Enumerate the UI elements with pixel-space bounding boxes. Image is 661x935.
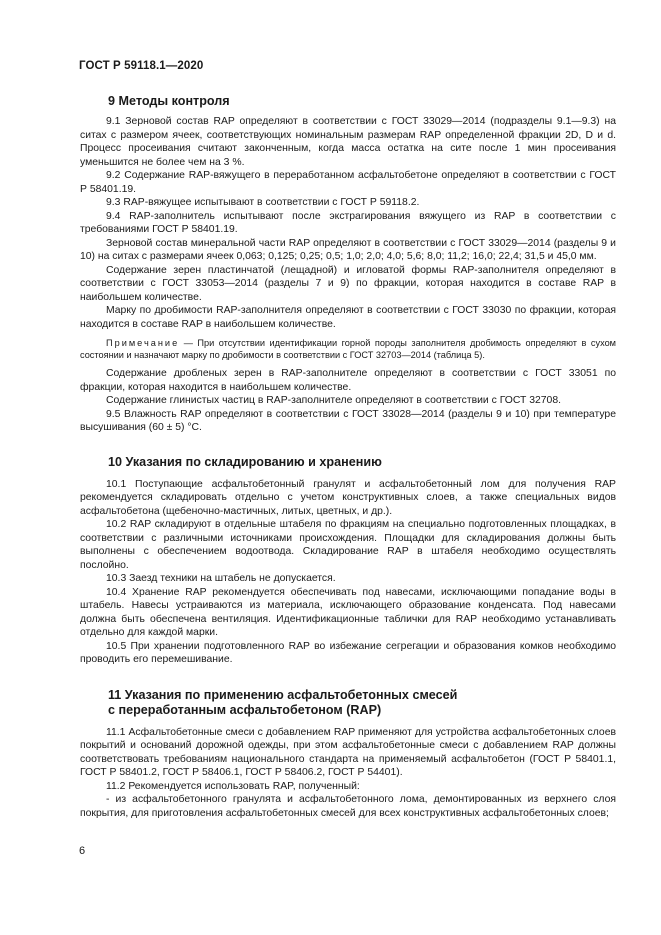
paragraph-11-1: 11.1 Асфальтобетонные смеси с добавлением RAP применяют для устройства асфальтобетонных слоев покрытий и оснований дорожной одежды, при этом асфальтобетонные смеси с добавлением RAP должны соответствовать требованиям национального стандарта на применяемый асфальтобетон (ГОСТ Р 58401.1, ГОСТ Р 58401.2, ГОСТ Р 58406.1, ГОСТ Р 58406.2, ГОСТ Р 54401). [80, 726, 616, 779]
note [80, 337, 616, 361]
paragraph-crushed-grains: Содержание дробленых зерен в RAP-заполнителе определяют в соответствии с ГОСТ 33051 по фракции, которая находится в наибольшем количестве. [80, 368, 616, 393]
section-10-heading: 10 Указания по складированию и хранению [108, 454, 382, 469]
paragraph-9-3: 9.3 RAP-вяжущее испытывают в соответствии с ГОСТ Р 59118.2. [106, 197, 420, 208]
paragraph-grain-composition: Зерновой состав минеральной части RAP определяют в соответствии с ГОСТ 33029—2014 (разделы 9 и 10) на ситах с размерами ячеек 0,063; 0,125; 0,25; 0,5; 1,0; 2,0; 4,0; 5,6; 8,0; 11,2; 16,0; 22,4; 31,5 и 45,0 мм. [80, 237, 616, 262]
page-content [80, 90, 616, 820]
paragraph-10-3: 10.3 Заезд техники на штабель не допускается. [106, 573, 336, 585]
note-label: Примечание [106, 338, 180, 348]
section-11-heading-line-2: с переработанным асфальтобетоном (RAP) [108, 702, 382, 717]
note-text: — При отсутствии идентификации горной породы заполнителя дробимость определяют в сухом состоянии и назначают марку по дробимости в соответствии с ГОСТ 32703—2014 (таблица 5). [80, 338, 616, 361]
paragraph-grain-shape: Содержание зерен пластинчатой (лещадной) и игловатой формы RAP-заполнителя определяют в соответствии с ГОСТ 33053—2014 (разделы 7 и 9) по фракции, которая находится в составе RAP в наибольшем количестве. [80, 264, 616, 303]
paragraph-10-4: 10.4 Хранение RAP рекомендуется обеспечивать под навесами, исключающими попадание воды в штабель. Навесы устраиваются из материала, исключающего образование конденсата. Под навесами должна быть обеспечена вентиляция. Идентификационные таблички для RAP необходимо устанавливать отдельно для каждой марки. [80, 586, 616, 639]
section-11-heading [80, 688, 616, 718]
paragraph-10-5: 10.5 При хранении подготовленного RAP во избежание сегрегации и образования комков необходимо проводить его перемешивание. [80, 640, 616, 666]
paragraph-clay-particles: Содержание глинистых частиц в RAP-заполнителе определяют в соответствии с ГОСТ 32708. [106, 395, 562, 407]
paragraph-9-1: 9.1 Зерновой состав RAP определяют в соответствии с ГОСТ 33029—2014 (подразделы 9.1—9.3) на ситах с размером ячеек, соответствующих номинальным размерам RAP определенной фракции 2D, D и d. Процесс просеивания считают законченным, когда масса остатка на сите после 1 мин просеивания уменьшится не более чем на 3 %. [80, 116, 616, 168]
paragraph-9-2: 9.2 Содержание RAP-вяжущего в переработанном асфальтобетоне определяют в соответствии с ГОСТ Р 58401.19. [80, 170, 616, 195]
paragraph-9-5: 9.5 Влажность RAP определяют в соответствии с ГОСТ 33028—2014 (разделы 9 и 10) при температуре высушивания (60 ± 5) °С. [80, 408, 616, 434]
paragraph-11-2: 11.2 Рекомендуется использовать RAP, полученный: [106, 780, 360, 792]
paragraph-9-4: 9.4 RAP-заполнитель испытывают после экстрагирования вяжущего из RAP в соответствии с требованиями ГОСТ Р 58401.19. [80, 210, 616, 235]
list-item-rap-source: - из асфальтобетонного гранулята и асфальтобетонного лома, демонтированных из верхнего слоя покрытия, для приготовления асфальтобетонных смесей для всех конструктивных асфальтобетонных слоев; [80, 794, 616, 819]
paragraph-10-1: 10.1 Поступающие асфальтобетонный гранулят и асфальтобетонный лом для получения RAP рекомендуется складировать отдельно с учетом конструктивных слоев, а также специальных видов асфальтобетона (щебеночно-мастичных, литых, цветных, и др.). [80, 478, 616, 517]
section-11-heading-line-1: 11 Указания по применению асфальтобетонных смесей [108, 687, 458, 702]
document-header: ГОСТ Р 59118.1—2020 [79, 60, 204, 72]
page-number: 6 [79, 845, 86, 857]
paragraph-crushability: Марку по дробимости RAP-заполнителя определяют в соответствии с ГОСТ 33030 по фракции, которая находится в составе RAP в наибольшем количестве. [80, 305, 616, 330]
paragraph-10-2: 10.2 RAP складируют в отдельные штабеля по фракциям на специально подготовленных площадках, в соответствии с различными источниками происхождения. Площадки для складирования должны быть выполнены с обеспечением водоотвода. Складирование RAP в штабеля необходимо осуществлять послойно. [80, 519, 616, 571]
section-9-heading: 9 Методы контроля [108, 94, 230, 108]
